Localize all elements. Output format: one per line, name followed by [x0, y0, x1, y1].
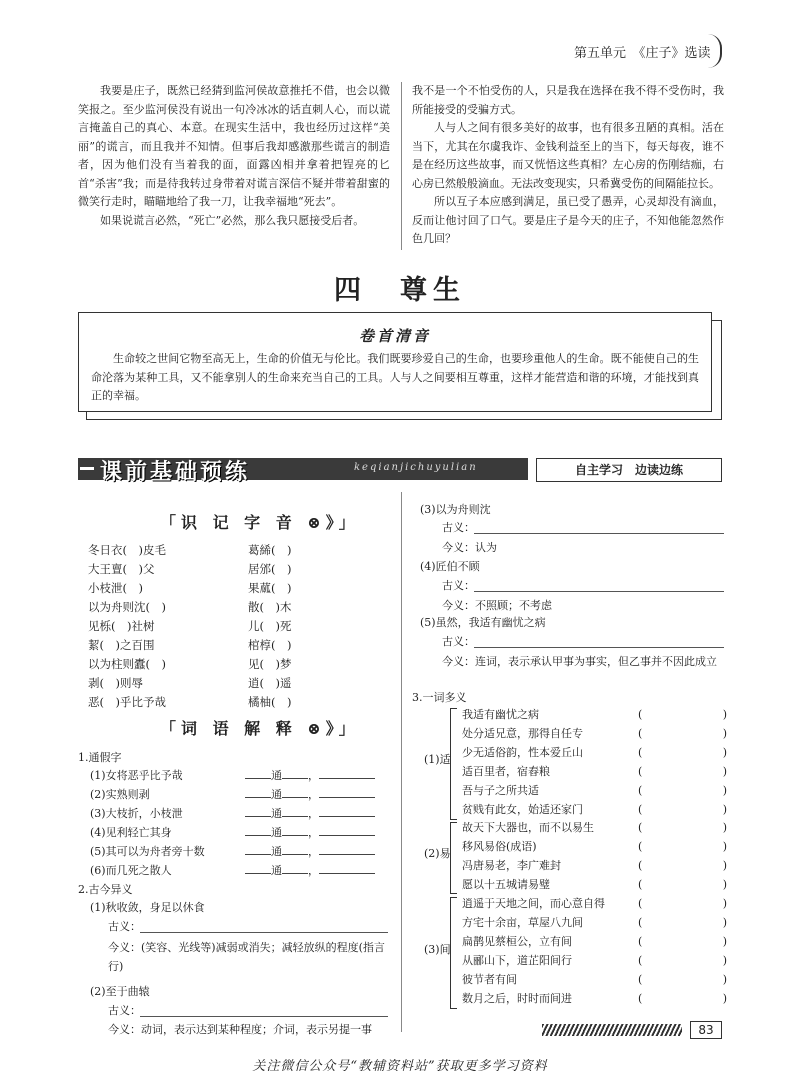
polysemy-item: 贫贱有此女，始适还家门 ( ) [462, 803, 727, 816]
char-item: 絜( )之百围 [88, 638, 155, 652]
char-item: 儿( )死 [248, 619, 292, 633]
answer-line [474, 533, 724, 534]
char-item: 见栎( )社树 [88, 619, 155, 633]
polysemy-item: 从郦山下，道芷阳间行 ( ) [462, 954, 727, 967]
paragraph: 如果说谎言必然，“死亡”必然，那么我只愿接受后者。 [100, 213, 365, 227]
polysemy-item: 适百里者，宿舂粮 ( ) [462, 765, 727, 778]
jin-text: 今义：连词，表示承认甲事为事实，但乙事并不因此成立 [442, 655, 717, 668]
answer-line [140, 932, 388, 933]
jin-text: 今义：不照顾；不考虑 [442, 599, 552, 612]
page-number: 83 [690, 1021, 722, 1039]
banner-title: 课前基础预练 [100, 460, 251, 485]
group-label: (3)间 [424, 943, 451, 956]
jin-text: 今义：动词，表示达到某种程度；介词，表示另提一事 [108, 1023, 372, 1036]
char-item: 见( )梦 [248, 657, 292, 671]
brace [450, 708, 457, 820]
char-item: 果蓏( ) [248, 581, 292, 595]
gujin-heading: 2.古今异义 [78, 883, 133, 896]
top-left-column [78, 82, 390, 230]
char-item: 居邠( ) [248, 562, 292, 576]
char-item: 冬日衣( )皮毛 [88, 543, 166, 557]
gujin-item: (3)以为舟则沈 [420, 503, 491, 516]
gujin-item: (1)秋收敛，身足以休食 [90, 901, 205, 914]
char-section-title: 「识 记 字 音 ⊗》」 [160, 513, 360, 532]
gu-label: 古义： [442, 579, 475, 592]
char-item: 小枝泄( ) [88, 581, 143, 595]
char-item: 以为柱则蠹( ) [88, 657, 166, 671]
jin-text: 今义：(笑容、光线等)减弱或消失；减轻放纵的程度(指言行) [108, 941, 385, 973]
paragraph: 我要是庄子，既然已经猜到监河侯故意推托不借，也会以微笑报之。至少监河侯没有说出一句冷冰冰的话直刺人心，而以谎言掩盖自己的真心、本意。在现实生活中，我也经历过这样“美丽”的谎言，而且我并不知情。但事后我却感激那些谎言的制造者，因为他们没有当着我的面，面露凶相并拿着把锃亮的匕首“杀害”我；而是待我转过身带着对谎言深信不疑并带着甜蜜的微笑行走时，瞄瞄地给了我一刀，让我幸福地“死去”。 [78, 84, 390, 208]
tongjia-row: (6)而几死之散人 通 ， [90, 861, 390, 880]
unit-header: 第五单元 《庄子》选读 [574, 46, 711, 61]
banner-dash [80, 467, 94, 470]
gu-label: 古义： [442, 521, 475, 534]
gujin-item: (5)虽然，我适有幽忧之病 [420, 616, 546, 629]
polysemy-item: 我适有幽忧之病 ( ) [462, 708, 727, 721]
char-item: 大王亶( )父 [88, 562, 155, 576]
intro-text: 生命较之世间它物至高无上，生命的价值无与伦比。我们既要珍爱自己的生命，也要珍重他人的生命。既不能使自己的生命沦落为某种工具，又不能拿别人的生命来充当自己的工具。人与人之间要相互尊重，这样才能营造和谐的环境，才能找到真正的幸福。 [91, 352, 699, 402]
tongjia-row: (1)女将恶乎比予哉 通 ， [90, 766, 390, 785]
polysemy-item: 冯唐易老，李广难封 ( ) [462, 859, 727, 872]
tongjia-row: (4)见利轻亡其身 通 ， [90, 823, 390, 842]
char-item: 散( )木 [248, 600, 292, 614]
intro-box [78, 312, 712, 412]
char-item: 恶( )乎比予哉 [88, 695, 166, 709]
char-item: 剥( )则辱 [88, 676, 143, 690]
char-item: 棺椁( ) [248, 638, 292, 652]
banner-pinyin: keqianjichuyulian [354, 462, 478, 473]
brace [450, 897, 457, 1009]
jin-text: 今义：认为 [442, 541, 497, 554]
answer-line [474, 647, 724, 648]
polysemy-item: 方宅十余亩，草屋八九间 ( ) [462, 916, 727, 929]
top-right-column [412, 82, 724, 249]
polysemy-item: 逍遥于天地之间，而心意自得 ( ) [462, 897, 727, 910]
banner-right: 自主学习 边读边练 [536, 458, 722, 482]
tongjia-row: (5)其可以为舟者旁十数 通 ， [90, 842, 390, 861]
column-divider [401, 82, 402, 250]
page-number-strip [542, 1024, 682, 1036]
char-list-right [248, 541, 291, 712]
char-item: 葛絺( ) [248, 543, 292, 557]
char-item: 橘柚( ) [248, 695, 292, 709]
section-title: 四 尊生 [334, 275, 466, 306]
word-section-title: 「词 语 解 释 ⊗》」 [160, 719, 360, 738]
paragraph: 所以互子本应感到满足，虽已受了愚弄，心灵却没有滴血，反而让他讨回了口气。要是庄子是今天的庄子，不知他能忽然作色几回？ [412, 195, 724, 245]
paragraph: 我不是一个不怕受伤的人，只是我在选择在我不得不受伤时，我所能接受的受骗方式。 [412, 84, 724, 116]
polysemy-item: 扁鹊见蔡桓公，立有间 ( ) [462, 935, 727, 948]
gu-label: 古义： [442, 635, 475, 648]
paragraph: 人与人之间有很多美好的故事，也有很多丑陋的真相。活在当下，尤其在尔虞我诈、金钱利益至上的当下，每天每夜，谁不是在经历这些故事，而又恍悟这些真相？左心房的伤刚结痂，右心房已然般般滴血。无法改变现实，只希冀受伤的间隔能拉长。 [412, 121, 724, 190]
char-item: 逍( )遥 [248, 676, 292, 690]
column-divider [401, 492, 402, 1032]
polysemy-item: 吾与子之所共适 ( ) [462, 784, 727, 797]
group-label: (2)易 [424, 847, 451, 860]
gujin-item: (2)至于曲辕 [90, 985, 150, 998]
answer-line [474, 591, 724, 592]
gu-label: 古义： [108, 920, 141, 933]
gu-label: 古义： [108, 1004, 141, 1017]
header-bracket [706, 34, 722, 68]
polysemy-heading: 3.一词多义 [412, 691, 467, 704]
polysemy-item: 少无适俗韵，性本爱丘山 ( ) [462, 746, 727, 759]
polysemy-item: 移风易俗(成语) ( ) [462, 840, 727, 853]
char-item: 以为舟则沈( ) [88, 600, 166, 614]
brace [450, 822, 457, 894]
tongjia-row: (2)实熟则剥 通 ， [90, 785, 390, 804]
polysemy-item: 数月之后，时时而间进 ( ) [462, 992, 727, 1005]
tongjia-heading: 1.通假字 [78, 751, 122, 764]
group-label: (1)适 [424, 753, 451, 766]
polysemy-item: 愿以十五城请易璧 ( ) [462, 878, 727, 891]
answer-line [140, 1016, 388, 1017]
polysemy-item: 彼节者有间 ( ) [462, 973, 727, 986]
polysemy-item: 处分适兄意，那得自任专 ( ) [462, 727, 727, 740]
tongjia-list [90, 766, 390, 880]
polysemy-group-1 [462, 705, 727, 819]
polysemy-group-2 [462, 818, 727, 894]
gujin-item: (4)匠伯不顾 [420, 560, 480, 573]
polysemy-item: 故天下大器也，而不以易生 ( ) [462, 821, 727, 834]
polysemy-group-3 [462, 894, 727, 1008]
intro-title: 卷首清音 [358, 327, 431, 345]
char-list-left [88, 541, 166, 712]
footer-note: 关注微信公众号“教辅资料站”获取更多学习资料 [252, 1059, 548, 1074]
tongjia-row: (3)大枝折，小枝泄 通 ， [90, 804, 390, 823]
